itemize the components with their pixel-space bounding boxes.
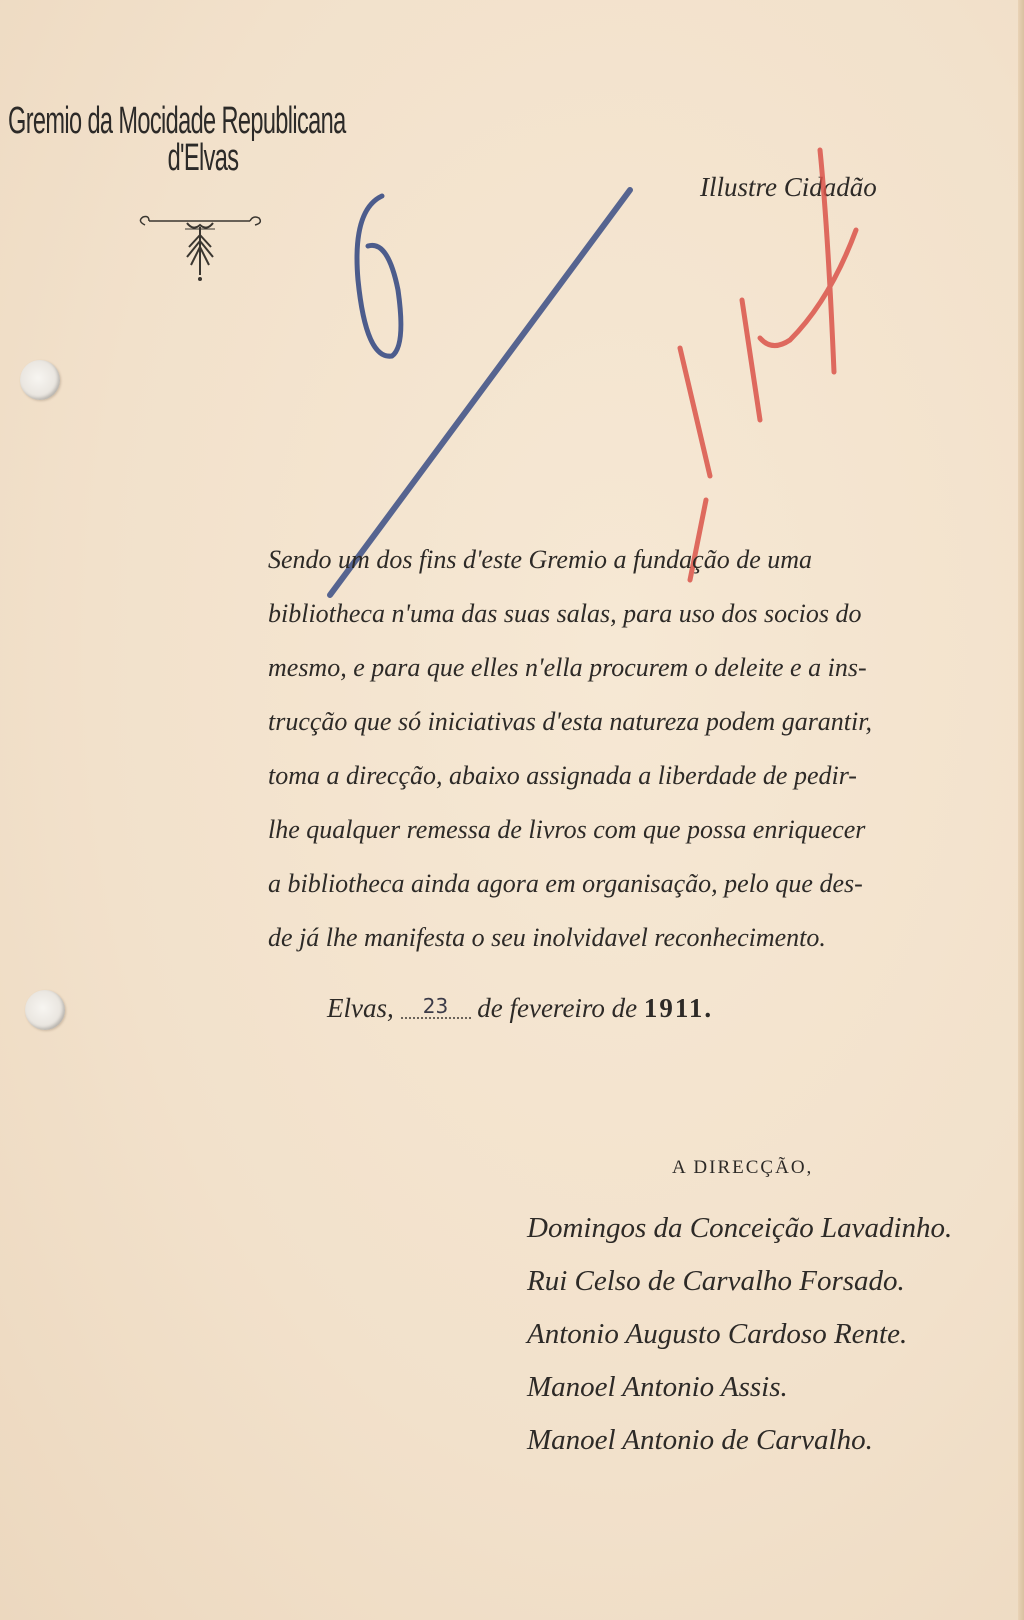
- date-year: 1911.: [643, 993, 714, 1023]
- body-line: lhe qualquer remessa de livros com que possa enriquecer: [268, 815, 866, 844]
- body-line: de já lhe manifesta o seu inolvidavel reconhecimento.: [268, 923, 826, 952]
- direction-label: A DIRECÇÃO,: [672, 1157, 814, 1178]
- date-place: Elvas,: [327, 993, 394, 1023]
- signatory-name: Domingos da Conceição Lavadinho.: [527, 1212, 953, 1244]
- body-line: Sendo um dos fins d'este Gremio a fundação de uma: [268, 545, 813, 574]
- ornament-icon: [135, 213, 265, 283]
- signatory-name: Rui Celso de Carvalho Forsado.: [527, 1265, 905, 1297]
- signatory-name: Antonio Augusto Cardoso Rente.: [527, 1318, 908, 1350]
- paper-edge: [1018, 0, 1024, 1620]
- letterhead-organization: Gremio da Mocidade Republicana: [8, 100, 346, 142]
- punch-hole-bottom: [25, 990, 65, 1030]
- body-line: trucção que só iniciativas d'esta natureza podem garantir,: [268, 707, 872, 736]
- letterhead: [8, 100, 398, 180]
- dateline: [327, 993, 713, 1024]
- body-line: bibliotheca n'uma das suas salas, para uso dos socios do: [268, 599, 862, 628]
- letter-body: [268, 533, 988, 965]
- body-line: mesmo, e para que elles n'ella procurem o deleite e a ins-: [268, 653, 867, 682]
- body-line: a bibliotheca ainda agora em organisação, pelo que des-: [268, 869, 863, 898]
- body-line: toma a direcção, abaixo assignada a liberdade de pedir-: [268, 761, 857, 790]
- date-month: de fevereiro de: [477, 993, 638, 1023]
- greeting: Illustre Cidadão: [700, 172, 877, 202]
- punch-hole-top: [20, 360, 60, 400]
- letterhead-city: d'Elvas: [167, 137, 239, 179]
- signatory-name: Manoel Antonio de Carvalho.: [527, 1424, 873, 1456]
- signatory-list: [527, 1202, 952, 1467]
- signatory-name: Manoel Antonio Assis.: [527, 1371, 788, 1403]
- date-day-handwritten: 23: [401, 995, 471, 1019]
